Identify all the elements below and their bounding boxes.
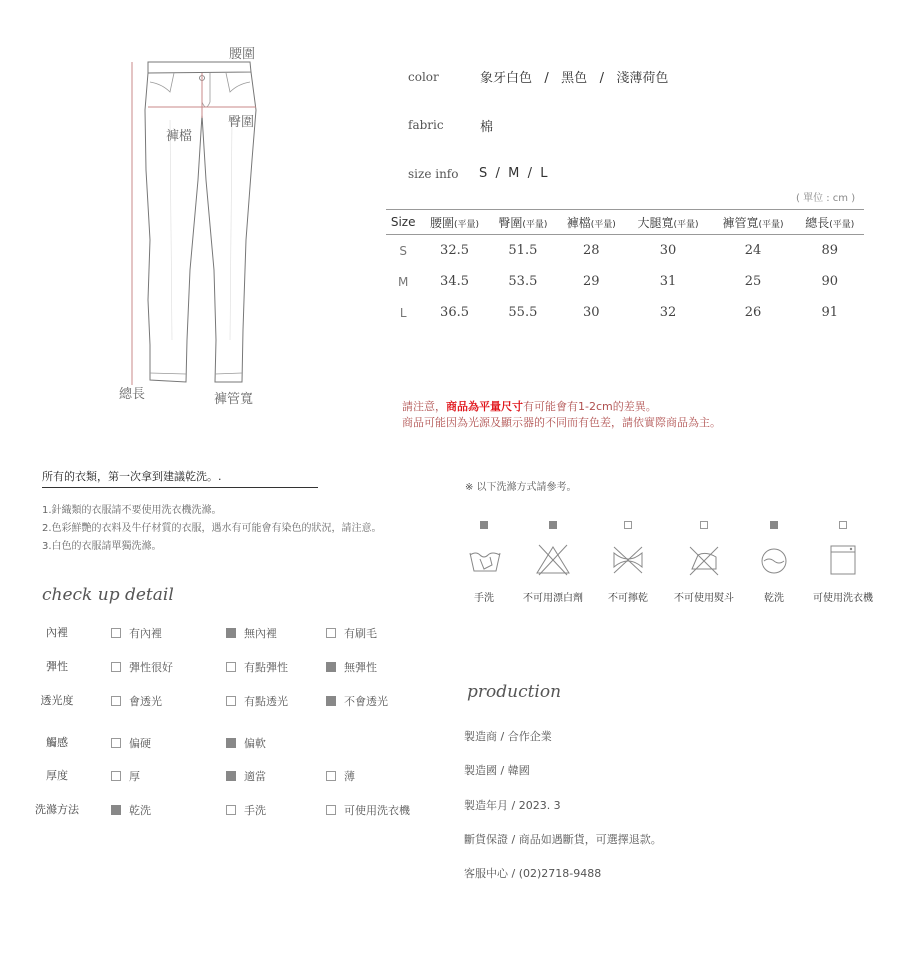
detail-option	[111, 802, 151, 818]
care-line: 3.白色的衣服請單獨洗滌。	[42, 541, 162, 552]
size-table-cell: 29	[582, 274, 600, 289]
measure-note	[402, 398, 657, 414]
size-table-cell: 90	[821, 274, 839, 289]
length-label: 總長	[119, 387, 146, 402]
detail-option	[111, 625, 162, 641]
detail-checkbox	[326, 662, 336, 672]
detail-option	[326, 625, 377, 641]
detail-checkbox	[111, 696, 121, 706]
wash-label: 不可擰乾	[608, 593, 648, 604]
detail-checkbox	[226, 805, 236, 815]
color-value: 象牙白色 / 黑色 / 淺薄荷色	[480, 71, 669, 86]
wash-label: 乾洗	[764, 593, 784, 604]
detail-checkbox	[111, 738, 121, 748]
detail-option-text: 手洗	[244, 804, 266, 817]
production-line: 製造年月 / 2023. 3	[464, 798, 561, 812]
size-key: size info	[408, 167, 459, 181]
wash-checkbox	[549, 521, 557, 529]
size-table-cell: S	[399, 243, 407, 258]
detail-option	[326, 802, 410, 818]
detail-option-text: 可使用洗衣機	[344, 804, 410, 817]
detail-option-text: 薄	[344, 770, 355, 783]
size-value: S / M / L	[479, 166, 548, 181]
size-table-cell: 32.5	[440, 243, 469, 258]
detail-row-label: 洗滌方法	[35, 803, 79, 816]
note-suffix: 有可能會有1-2cm的差異。	[523, 400, 657, 413]
care-line: 1.針織類的衣服請不要使用洗衣機洗滌。	[42, 505, 222, 516]
wash-option	[734, 514, 814, 604]
col-header-sub: (平量)	[590, 219, 616, 230]
wash-checkbox	[700, 521, 708, 529]
hem-label: 褲管寬	[214, 392, 254, 407]
detail-checkbox	[111, 662, 121, 672]
detail-checkbox	[226, 771, 236, 781]
col-header-main: Size	[390, 215, 416, 229]
fabric-value: 棉	[480, 120, 494, 135]
wash-checkbox	[839, 521, 847, 529]
size-table-cell: 28	[582, 243, 600, 258]
size-table	[386, 209, 864, 328]
detail-option-text: 厚	[129, 770, 140, 783]
detail-checkbox	[226, 662, 236, 672]
no-iron-icon	[686, 543, 722, 579]
unit-note: ( 單位 : cm )	[796, 193, 856, 204]
fabric-key: fabric	[408, 118, 444, 132]
detail-checkbox	[111, 628, 121, 638]
detail-option	[226, 625, 277, 641]
col-header-sub: (平量)	[522, 219, 548, 230]
col-header-sub: (平量)	[454, 219, 480, 230]
detail-row-label: 觸感	[46, 736, 68, 749]
size-table-header	[386, 210, 864, 235]
detail-option	[326, 659, 377, 675]
wash-option	[513, 514, 593, 604]
col-header-main: 褲檔	[566, 215, 591, 230]
size-table-cell: 31	[659, 274, 677, 289]
detail-checkbox	[326, 696, 336, 706]
col-header-sub: (平量)	[673, 219, 699, 230]
detail-option-text: 有內裡	[129, 627, 162, 640]
size-table-cell: 26	[744, 305, 762, 320]
wash-option	[803, 514, 883, 604]
col-header-main: 褲管寬	[722, 215, 759, 230]
wash-option	[588, 514, 668, 604]
wash-checkbox	[480, 521, 488, 529]
col-header-main: 腰圍	[430, 215, 455, 230]
wash-checkbox	[770, 521, 778, 529]
size-table-col-header	[796, 210, 864, 235]
wash-checkbox	[624, 521, 632, 529]
note-highlight: 商品為平量尺寸	[446, 400, 523, 413]
detail-row-label: 透光度	[40, 694, 74, 707]
wash-label: 手洗	[474, 593, 494, 604]
detail-checkbox	[326, 805, 336, 815]
wash-label: 不可用漂白劑	[523, 593, 583, 604]
detail-option	[111, 768, 140, 784]
hand-wash-icon	[466, 543, 502, 579]
hip-label: 臀圍	[228, 115, 255, 130]
col-header-main: 總長	[805, 215, 830, 230]
size-table-cell: 55.5	[508, 305, 538, 320]
color-note: 商品可能因為光源及顯示器的不同而有色差，請依實際商品為主。	[402, 416, 721, 429]
detail-option	[111, 693, 162, 709]
col-header-sub: (平量)	[829, 219, 855, 230]
production-title: production	[467, 682, 562, 702]
washing-machine-icon	[825, 543, 861, 579]
size-table-row	[386, 235, 864, 267]
size-table-cell: 36.5	[440, 305, 469, 320]
size-table-col-header	[625, 210, 710, 235]
detail-option-text: 有刷毛	[344, 627, 377, 640]
detail-option-text: 有點透光	[244, 695, 288, 708]
rise-label: 褲檔	[166, 129, 193, 144]
wash-reference: ※ 以下洗滌方式請參考。	[465, 482, 577, 493]
wash-option	[664, 514, 744, 604]
waist-label: 腰圍	[229, 47, 256, 62]
detail-checkbox	[226, 696, 236, 706]
production-line: 斷貨保證 / 商品如遇斷貨，可選擇退款。	[464, 832, 662, 846]
dry-clean-icon	[756, 543, 792, 579]
size-table-cell: M	[397, 274, 409, 289]
size-table-col-header	[386, 210, 420, 235]
size-table-cell: 53.5	[508, 274, 538, 289]
size-table-row	[386, 266, 864, 297]
detail-option	[226, 735, 266, 751]
size-table-col-header	[711, 210, 796, 235]
detail-checkbox	[226, 738, 236, 748]
detail-row-label: 彈性	[46, 660, 68, 673]
detail-option	[111, 735, 151, 751]
care-line: 2.色彩鮮艷的衣料及牛仔材質的衣服，遇水有可能會有染色的狀況，請注意。	[42, 523, 382, 534]
col-header-main: 臀圍	[498, 215, 523, 230]
detail-option-text: 無內裡	[244, 627, 277, 640]
size-table-col-header	[557, 210, 625, 235]
note-prefix: 請注意，	[402, 400, 446, 413]
size-table-col-header	[420, 210, 488, 235]
care-title: 所有的衣類，第一次拿到建議乾洗。.	[42, 468, 318, 488]
size-table-cell: 30	[659, 243, 677, 258]
detail-option	[111, 659, 173, 675]
wash-option	[444, 514, 524, 604]
detail-option-text: 適當	[244, 770, 266, 783]
detail-checkbox	[111, 771, 121, 781]
detail-option	[326, 693, 388, 709]
detail-option-text: 會透光	[129, 695, 162, 708]
detail-option-text: 乾洗	[129, 804, 151, 817]
production-line: 製造國 / 韓國	[464, 764, 530, 778]
col-header-sub: (平量)	[758, 219, 784, 230]
pants-outline-icon	[110, 40, 310, 410]
size-table-cell: 32	[659, 305, 677, 320]
wash-label: 不可使用熨斗	[674, 593, 734, 604]
detail-option	[226, 659, 288, 675]
col-header-main: 大腿寬	[637, 215, 674, 230]
size-table-cell: 34.5	[440, 274, 469, 289]
size-table-col-header	[489, 210, 557, 235]
detail-option	[226, 802, 266, 818]
detail-option-text: 不會透光	[344, 695, 388, 708]
size-table-cell: 24	[744, 243, 762, 258]
detail-option-text: 偏硬	[129, 737, 151, 750]
detail-option-text: 彈性很好	[129, 661, 173, 674]
detail-checkbox	[326, 771, 336, 781]
detail-row-label: 厚度	[46, 769, 68, 782]
size-table-cell: 25	[744, 274, 762, 289]
detail-row-label: 內裡	[46, 626, 68, 639]
detail-option-text: 偏軟	[244, 737, 266, 750]
color-key: color	[408, 70, 439, 84]
no-bleach-icon	[535, 543, 571, 579]
size-table-cell: 89	[821, 243, 839, 258]
detail-option	[226, 693, 288, 709]
production-line: 客服中心 / (02)2718-9488	[464, 867, 602, 881]
detail-option	[226, 768, 266, 784]
size-table-cell: L	[399, 305, 407, 320]
detail-option	[326, 768, 355, 784]
detail-checkbox	[111, 805, 121, 815]
wash-label: 可使用洗衣機	[813, 593, 873, 604]
production-line: 製造商 / 合作企業	[464, 730, 552, 743]
size-table-row	[386, 297, 864, 328]
detail-option-text: 無彈性	[344, 661, 377, 674]
detail-title: check up detail	[42, 585, 174, 605]
size-table-cell: 51.5	[508, 243, 538, 258]
detail-checkbox	[326, 628, 336, 638]
no-wring-icon	[610, 543, 646, 579]
detail-option-text: 有點彈性	[244, 661, 288, 674]
detail-checkbox	[226, 628, 236, 638]
size-table-cell: 91	[821, 305, 839, 320]
size-table-cell: 30	[582, 305, 600, 320]
